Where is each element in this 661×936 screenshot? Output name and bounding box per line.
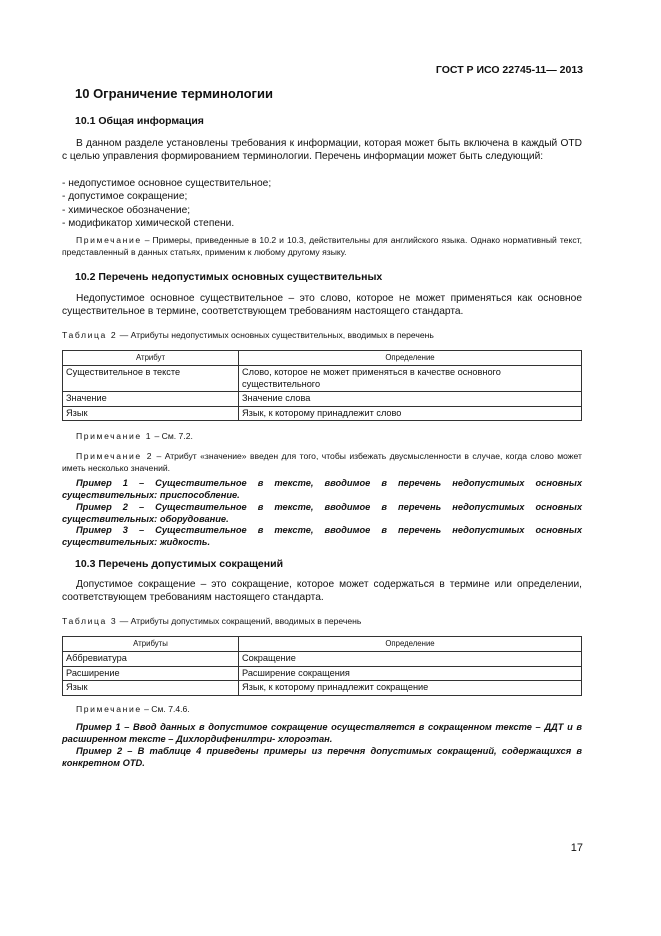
table-cell: Значение слова bbox=[239, 392, 582, 407]
info-list bbox=[62, 177, 271, 231]
table-cell: Существительное в тексте bbox=[63, 366, 239, 392]
table-cell: Сокращение bbox=[239, 652, 582, 667]
example-2: Пример 2 – Существительное в тексте, вводимое в перечень недопустимых основных существительных: оборудование. bbox=[62, 502, 582, 524]
column-header: Атрибуты bbox=[63, 637, 239, 652]
table-cell: Язык bbox=[63, 681, 239, 696]
table-cell: Значение bbox=[63, 392, 239, 407]
subsection-title-10-1: 10.1 Общая информация bbox=[75, 115, 204, 127]
standard-header: ГОСТ Р ИСО 22745-11— 2013 bbox=[435, 64, 583, 76]
table-cell: Язык bbox=[63, 406, 239, 421]
example-1: Пример 1 – Существительное в тексте, вводимое в перечень недопустимых основных существительных: приспособление. bbox=[62, 478, 582, 500]
table-caption-text: — Атрибуты допустимых сокращений, вводимых в перечень bbox=[117, 616, 362, 626]
table-row bbox=[63, 652, 582, 667]
note-1-table-2 bbox=[62, 430, 582, 442]
note-text: – Примеры, приведенные в 10.2 и 10.3, действительны для английского языка. Однако нормативный текст, представленный в данных статьях, применим к любому другому языку. bbox=[62, 235, 582, 257]
list-item: - допустимое сокращение; bbox=[62, 191, 188, 203]
paragraph-10-2: Недопустимое основное существительное – это слово, которое не может применяться как основное существительное в термине, соответствующем требованиям настоящего стандарта. bbox=[62, 293, 582, 318]
table-row bbox=[63, 366, 582, 392]
note-text: – См. 7.4.6. bbox=[141, 704, 190, 714]
table-header-row bbox=[63, 351, 582, 366]
note-label: Примечание 1 bbox=[76, 431, 153, 441]
example-1-10-3: Пример 1 – Ввод данных в допустимое сокращение осуществляется в сокращенном тексте – ДДТ и в расширенном тексте – Дихлордифенилтри- хлороэтан. bbox=[62, 722, 582, 744]
table-cell: Язык, к которому принадлежит слово bbox=[239, 406, 582, 421]
column-header: Атрибут bbox=[63, 351, 239, 366]
paragraph-10-1: В данном разделе установлены требования к информации, которая может быть включена в каждый OTD с целью управления формированием терминологии. Перечень информации может быть следующий: bbox=[62, 138, 582, 163]
subsection-title-10-3: 10.3 Перечень допустимых сокращений bbox=[75, 558, 284, 570]
table-cell: Язык, к которому принадлежит сокращение bbox=[239, 681, 582, 696]
table-caption-text: — Атрибуты недопустимых основных существительных, вводимых в перечень bbox=[117, 330, 434, 340]
subsection-title-10-2: 10.2 Перечень недопустимых основных существительных bbox=[75, 271, 383, 283]
table-cell: Расширение сокращения bbox=[239, 666, 582, 681]
column-header: Определение bbox=[239, 351, 582, 366]
table-row bbox=[63, 681, 582, 696]
example-2-10-3: Пример 2 – В таблице 4 приведены примеры из перечня допустимых сокращений, содержащихся в конкретном OTD. bbox=[62, 746, 582, 768]
note-table-3 bbox=[62, 703, 582, 715]
table-2-caption bbox=[62, 330, 434, 340]
page-number: 17 bbox=[570, 842, 583, 854]
note-10-1 bbox=[62, 234, 582, 258]
table-header-row bbox=[63, 637, 582, 652]
table-cell: Аббревиатура bbox=[63, 652, 239, 667]
table-cell: Слово, которое не может применяться в качестве основного существительного bbox=[239, 366, 582, 392]
table-label: Таблица 3 bbox=[62, 616, 118, 626]
table-2 bbox=[62, 350, 582, 421]
list-item: - модификатор химической степени. bbox=[62, 218, 235, 230]
paragraph-10-3: Допустимое сокращение – это сокращение, которое может содержаться в термине или определении, соответствующем требованиям настоящего стандарта. bbox=[62, 579, 582, 604]
note-2-table-2 bbox=[62, 450, 582, 474]
note-label: Примечание bbox=[76, 704, 142, 714]
note-text: – Атрибут «значение» введен для того, чтобы избежать двусмысленности в случае, когда слово может иметь несколько значений. bbox=[62, 451, 582, 473]
list-item: - химическое обозначение; bbox=[62, 204, 191, 216]
column-header: Определение bbox=[239, 637, 582, 652]
list-item: - недопустимое основное существительное; bbox=[62, 178, 272, 189]
table-3-caption bbox=[62, 616, 361, 626]
table-3 bbox=[62, 636, 582, 696]
table-row bbox=[63, 666, 582, 681]
table-row bbox=[63, 392, 582, 407]
note-label: Примечание bbox=[76, 235, 142, 245]
table-row bbox=[63, 406, 582, 421]
table-label: Таблица 2 bbox=[62, 330, 118, 340]
example-3: Пример 3 – Существительное в тексте, вводимое в перечень недопустимых основных существительных: жидкость. bbox=[62, 525, 582, 547]
note-label: Примечание 2 bbox=[76, 451, 154, 461]
section-title: 10 Ограничение терминологии bbox=[75, 86, 273, 101]
note-text: – См. 7.2. bbox=[152, 431, 193, 441]
table-cell: Расширение bbox=[63, 666, 239, 681]
